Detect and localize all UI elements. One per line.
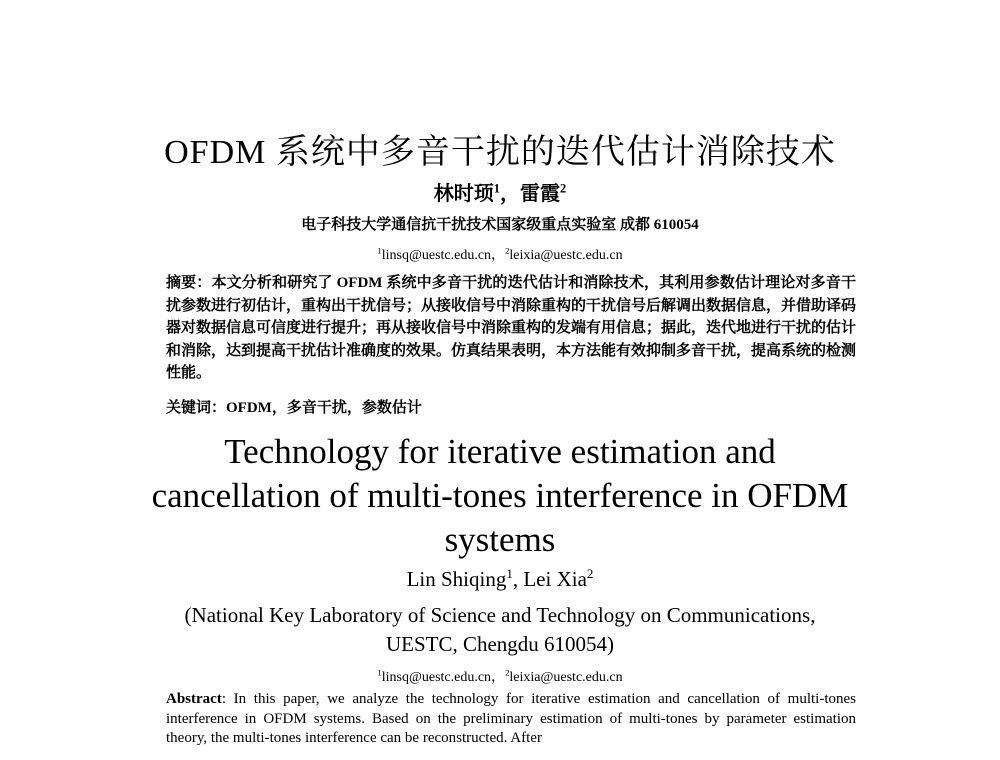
chinese-author-1: 林时顼 — [433, 183, 494, 205]
english-author-2: Lei Xia — [523, 567, 587, 591]
chinese-email-1-mark: 1 — [377, 245, 382, 256]
english-abstract — [166, 690, 856, 749]
english-affiliation — [0, 601, 1000, 659]
english-affiliation-line-1: (National Key Laboratory of Science and Technology on Communications, — [184, 603, 816, 627]
english-title-line-3: systems — [444, 520, 556, 559]
chinese-email-2: leixia@uestc.edu.cn — [509, 248, 623, 263]
english-abstract-label: Abstract — [166, 691, 222, 707]
chinese-abstract-text: 本文分析和研究了 OFDM 系统中多音干扰的迭代估计和消除技术，其利用参数估计理论对多音干扰参数进行初估计，重构出干扰信号；从接收信号中消除重构的干扰信号后解调出数据信息，并借助译码器对数据信息可信度进行提升；再从接收信号中消除重构的发端有用信息；据此，迭代地进行干扰的估计和消除，达到提高干扰估计准确度的效果。仿真结果表明，本方法能有效抑制多音干扰，提高系统的检测性能。 — [166, 275, 857, 381]
chinese-authors — [0, 177, 1000, 206]
chinese-emails — [0, 244, 1000, 264]
chinese-author-1-affil-mark: 1 — [493, 181, 500, 196]
chinese-author-2-affil-mark: 2 — [560, 181, 567, 196]
chinese-abstract-label: 摘要： — [166, 275, 212, 291]
chinese-keywords-text: OFDM，多音干扰，参数估计 — [226, 400, 422, 416]
english-abstract-text: : In this paper, we analyze the technology for iterative estimation and cancellation of multi-tones interference in OFDM systems. Based on the preliminary estimation of multi-tones by parameter estimation theory, the multi-tones interference can be reconstructed. After — [166, 691, 856, 746]
english-title-line-1: Technology for iterative estimation and — [224, 432, 776, 471]
chinese-keywords-label: 关键词： — [166, 400, 227, 416]
english-affiliation-line-2: UESTC, Chengdu 610054) — [385, 632, 615, 656]
english-author-1-affil-mark: 1 — [506, 566, 513, 581]
chinese-author-2: 雷霞 — [520, 183, 560, 205]
english-title-line-2: cancellation of multi-tones interference in OFDM — [151, 476, 849, 515]
english-email-2-mark: 2 — [505, 667, 510, 678]
chinese-author-separator: ， — [500, 183, 520, 205]
english-email-2: leixia@uestc.edu.cn — [509, 670, 623, 685]
chinese-email-2-mark: 2 — [505, 245, 510, 256]
english-author-2-affil-mark: 2 — [586, 566, 594, 581]
english-author-separator: , — [512, 567, 524, 591]
english-authors — [0, 567, 1000, 592]
english-email-1: linsq@uestc.edu.cn， — [381, 670, 506, 685]
english-title — [0, 430, 1000, 562]
english-author-1: Lin Shiqing — [406, 567, 507, 591]
english-email-1-mark: 1 — [377, 667, 382, 678]
chinese-email-1: linsq@uestc.edu.cn， — [381, 248, 506, 263]
english-emails — [0, 666, 1000, 686]
chinese-affiliation: 电子科技大学通信抗干扰技术国家级重点实验室 成都 610054 — [301, 217, 699, 233]
chinese-keywords — [166, 397, 856, 420]
chinese-abstract — [166, 272, 856, 385]
chinese-title: OFDM 系统中多音干扰的迭代估计消除技术 — [164, 134, 836, 171]
